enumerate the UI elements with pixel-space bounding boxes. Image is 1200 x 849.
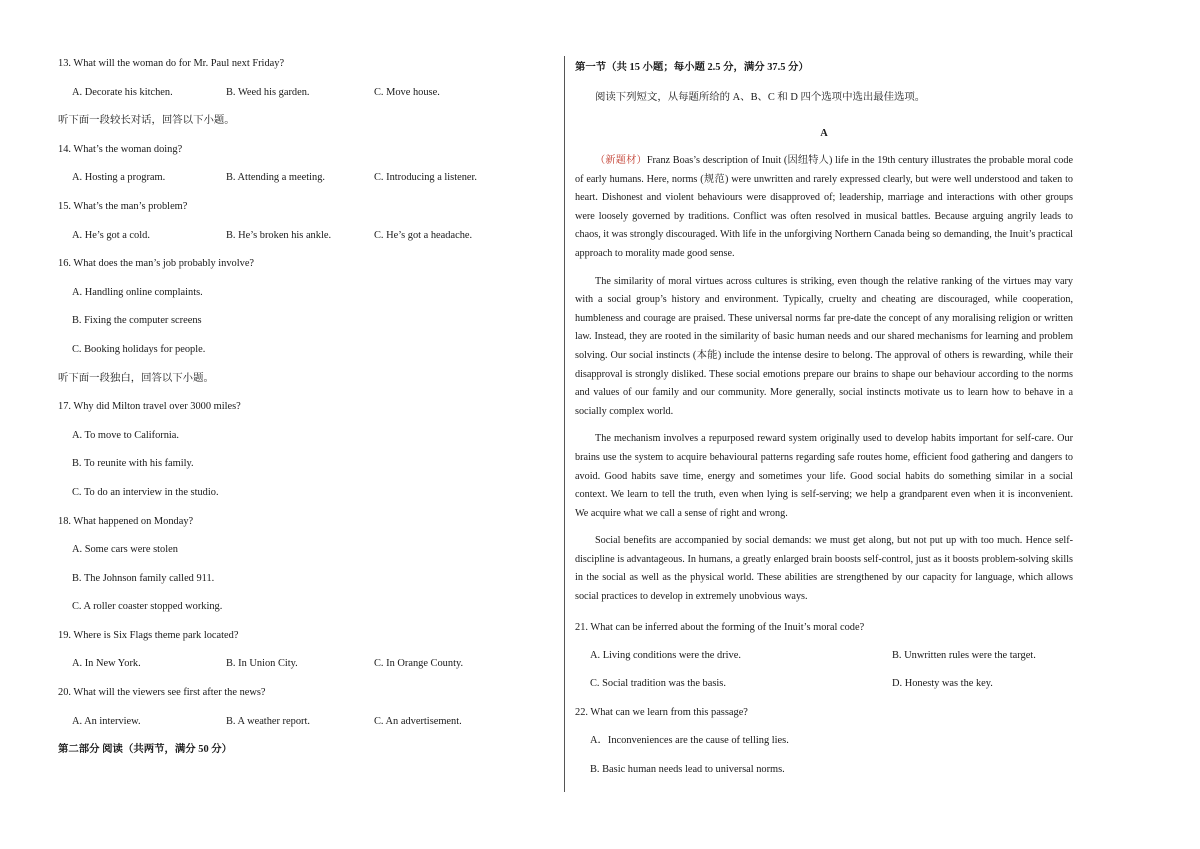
option-c: C. Move house. xyxy=(374,86,440,98)
option-a: A. An interview. xyxy=(72,715,141,727)
question-21-options-row-2 xyxy=(575,672,1073,700)
question-15-options xyxy=(58,224,548,253)
passage-label: A xyxy=(820,128,828,139)
listening-instruction-long: 听下面一段较长对话，回答以下小题。 xyxy=(58,115,235,127)
option-a: A. To move to California. xyxy=(72,429,180,441)
option-b: B. To reunite with his family. xyxy=(72,458,194,470)
option-c: C. Booking holidays for people. xyxy=(72,343,206,355)
option-b: B. A weather report. xyxy=(226,715,310,727)
listening-instruction-monologue: 听下面一段独白，回答以下小题。 xyxy=(58,372,214,384)
option-b: B. Attending a meeting. xyxy=(226,172,325,184)
option-b: B. The Johnson family called 911. xyxy=(72,572,215,584)
reading-instruction: 阅读下列短文，从每题所给的 A、B、C 和 D 四个选项中选出最佳选项。 xyxy=(595,92,926,103)
question-21-options-row-1 xyxy=(575,644,1073,672)
passage-paragraph-2: The similarity of moral virtues across cultures is striking, even though the relative ranking of the virtues may vary with a social group’s history and environment. Typically, cruelty and cheating are discouraged, while cooperation, humbleness and courage are praised. These universal norms far pre-date the concept of any moralising religion or written law. Instead, they are rooted in the similarity of basic human needs and our shared mechanisms for learning and problem solving. Our social instincts (本能) include the intense desire to belong. The approval of others is rewarding, while their disapproval is strongly disliked. These social emotions prepare our brains to shape our behaviour according to the norms and values of our family and our community. More generally, social instincts motivate us to learn how to behave in a socially complex world. xyxy=(575,275,1073,417)
option-c: C. To do an interview in the studio. xyxy=(72,486,219,498)
passage-paragraph-4: Social benefits are accompanied by social demands: we must get along, but not put up with too much. Hence self-discipline is advantageous. In humans, a greatly enlarged brain boosts self-control, just as it boosts problem-solving skills in the social as well as the physical world. These abilities are strengthened by our capacity for language, which allows social practices to develop in extremely unobvious ways. xyxy=(575,535,1073,603)
part-two-heading: 第二部分 阅读（共两节，满分 50 分） xyxy=(58,744,233,756)
new-topic-tag: （新题材） xyxy=(595,155,647,166)
passage-paragraph-3: The mechanism involves a repurposed reward system originally used to develop habits important for self-care. Our brains use the system to acquire behavioural patterns regarding safe routes home, efficient food gathering and dangers to avoid. Good habits save time, energy and sometimes your life. Good social habits do something similar in a social context. We learn to tell the truth, even when lying is self-serving; we help a grandparent even when it is inconvenient. We acquire what we call a sense of right and wrong. xyxy=(575,433,1073,519)
option-b: B. In Union City. xyxy=(226,658,298,670)
option-b: B. Basic human needs lead to universal norms. xyxy=(590,763,785,775)
question-16: 16. What does the man’s job probably involve? xyxy=(58,258,255,270)
question-14-options xyxy=(58,166,548,195)
option-b: B. Unwritten rules were the target. xyxy=(892,650,1036,662)
option-a: A. Hosting a program. xyxy=(72,172,166,184)
paragraph-text: Franz Boas’s description of Inuit (因纽特人) life in the 19th century illustrates the probable moral code of early humans. Here, norms (规范) were unwritten and rarely expressed clearly, but were well understood and taken to heart. Dishonest and violent behaviours were disapproved of; leadership, marriage and interactions with other groups were loosely governed by traditions. Conflict was often resolved in musical battles. Because arguing angrily leads to chaos, it was strongly discouraged. With life in the unforgiving Northern Canada being so demanding, the Inuit’s practical approach to morality made good sense. xyxy=(575,155,1073,259)
question-13: 13. What will the woman do for Mr. Paul next Friday? xyxy=(58,58,285,69)
option-c: C. A roller coaster stopped working. xyxy=(72,601,223,613)
option-c: C. Introducing a listener. xyxy=(374,172,478,184)
question-17: 17. Why did Milton travel over 3000 miles? xyxy=(58,401,241,413)
question-19-options xyxy=(58,652,548,681)
right-column xyxy=(575,58,1073,786)
option-a: A. Living conditions were the drive. xyxy=(590,650,741,662)
option-a: A. In New York. xyxy=(72,658,141,670)
option-c: C. Social tradition was the basis. xyxy=(590,678,726,690)
option-b: B. He’s broken his ankle. xyxy=(226,229,332,241)
left-column xyxy=(58,52,548,766)
option-b: B. Weed his garden. xyxy=(226,86,310,98)
option-c: C. He’s got a headache. xyxy=(374,229,473,241)
question-20: 20. What will the viewers see first after the news? xyxy=(58,687,266,699)
option-a: A. Decorate his kitchen. xyxy=(72,86,173,98)
section-heading: 第一节（共 15 小题；每小题 2.5 分，满分 37.5 分） xyxy=(575,62,809,73)
question-19: 19. Where is Six Flags theme park located? xyxy=(58,629,239,641)
option-c: C. An advertisement. xyxy=(374,715,462,727)
question-22: 22. What can we learn from this passage? xyxy=(575,706,748,718)
question-15: 15. What’s the man’s problem? xyxy=(58,200,188,212)
option-d: D. Honesty was the key. xyxy=(892,678,993,690)
option-a: A．Inconveniences are the cause of telling lies. xyxy=(590,735,789,747)
option-b: B. Fixing the computer screens xyxy=(72,315,202,327)
option-a: A. He’s got a cold. xyxy=(72,229,150,241)
question-20-options xyxy=(58,710,548,739)
option-c: C. In Orange County. xyxy=(374,658,464,670)
option-a: A. Handling online complaints. xyxy=(72,286,203,298)
question-14: 14. What’s the woman doing? xyxy=(58,143,183,155)
column-divider xyxy=(564,56,565,792)
question-13-options xyxy=(58,81,548,110)
question-21: 21. What can be inferred about the forming of the Inuit’s moral code? xyxy=(575,621,865,633)
question-18: 18. What happened on Monday? xyxy=(58,515,194,527)
passage-paragraph-1 xyxy=(575,152,1073,264)
option-a: A. Some cars were stolen xyxy=(72,544,178,556)
